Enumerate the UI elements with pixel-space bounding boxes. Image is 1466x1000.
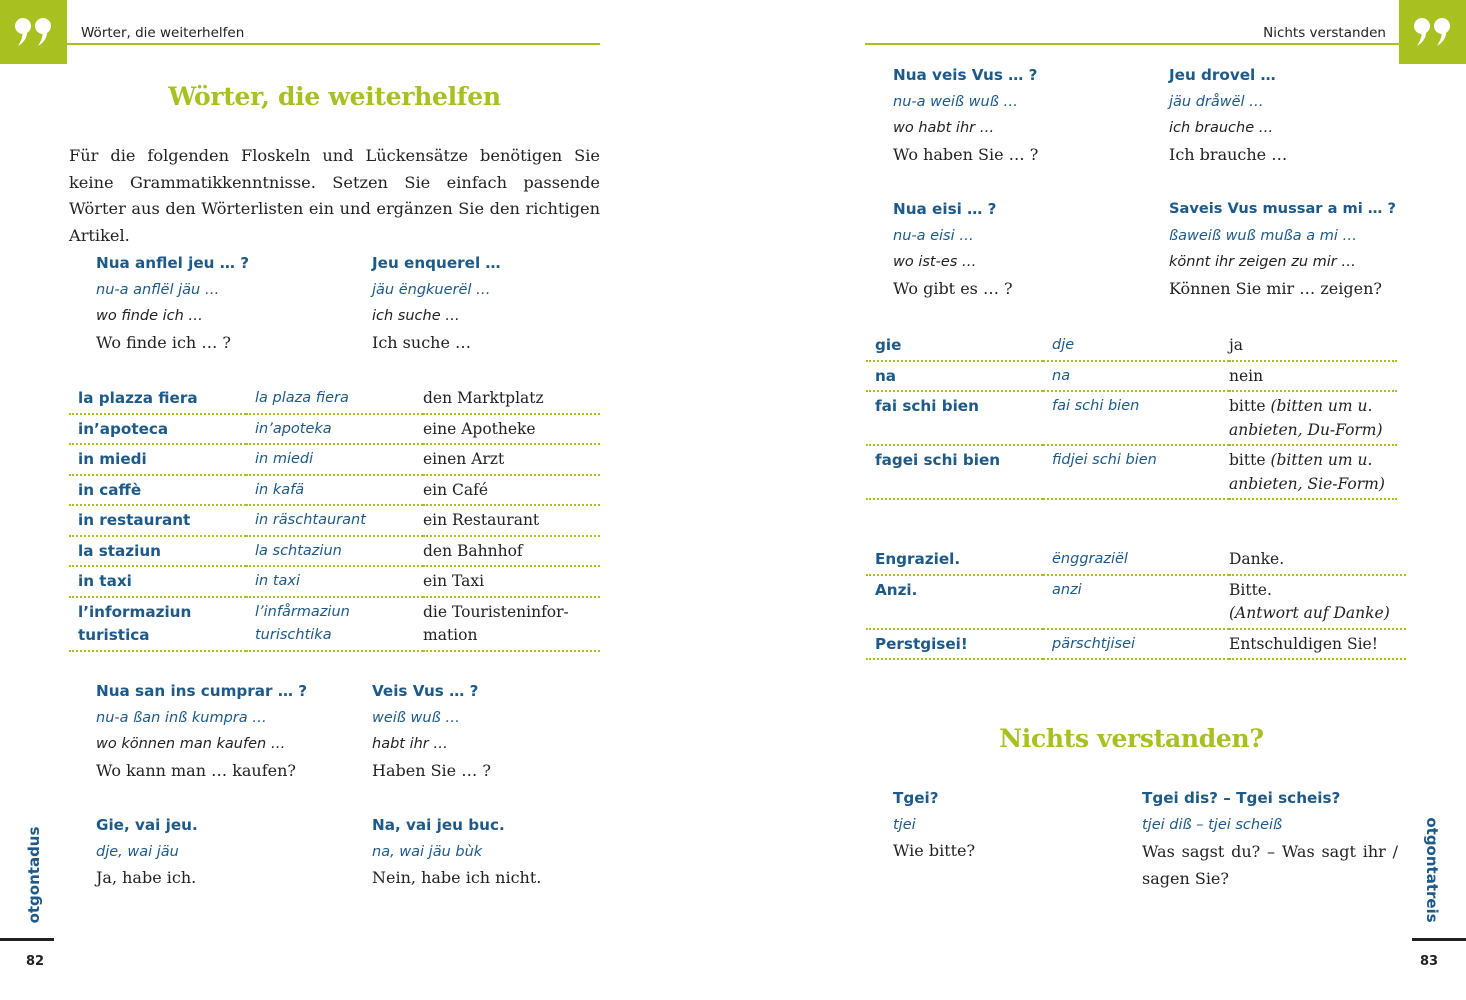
vocab-german-text: Bitte.	[1229, 580, 1272, 599]
vocab-pronunciation: fidjei schi bien	[1043, 445, 1229, 499]
vocab-pronunciation: in kafä	[246, 475, 423, 506]
vocab-german	[1229, 331, 1397, 361]
phrase-romansh: Nua anflel jeu … ?	[96, 254, 250, 272]
vocab-romansh: la plazza fiera	[69, 384, 246, 414]
phrase-pronunciation: nu-a eisi …	[893, 227, 974, 244]
phrase-block	[1169, 196, 1405, 303]
phrase-block	[893, 196, 1163, 303]
vocab-romansh: in caffè	[69, 475, 246, 506]
running-header-right: Nichts verstanden	[1263, 25, 1386, 41]
vocab-romansh: in taxi	[69, 566, 246, 597]
table-row	[69, 505, 600, 536]
quote-icon	[1413, 16, 1453, 48]
table-row	[866, 361, 1397, 392]
phrase-block	[1169, 62, 1405, 169]
vocab-german: ein Taxi	[423, 566, 600, 597]
phrase-romansh: Tgei dis? – Tgei scheis?	[1142, 789, 1341, 807]
vocab-german-text: bitte	[1229, 451, 1266, 469]
phrase-pronunciation: jäu dråwël …	[1169, 93, 1264, 110]
quote-icon	[14, 16, 54, 48]
table-row	[69, 536, 600, 567]
vocab-pronunciation: na	[1043, 361, 1229, 392]
phrase-romansh: Na, vai jeu buc.	[372, 816, 505, 834]
phrase-pronunciation: weiß wuß …	[372, 709, 460, 726]
vocab-pronunciation: dje	[1043, 331, 1229, 361]
phrase-german: Haben Sie … ?	[372, 761, 491, 781]
phrase-literal: könnt ihr zeigen zu mir …	[1169, 254, 1356, 271]
phrase-block	[1142, 785, 1398, 892]
vocab-romansh: fai schi bien	[866, 391, 1043, 445]
phrase-block	[893, 62, 1163, 169]
page-title-right: Nichts verstanden?	[999, 724, 1264, 753]
vocab-table-right-2	[866, 545, 1406, 660]
phrase-romansh: Nua eisi … ?	[893, 200, 997, 218]
vocab-german-text: Entschuldigen Sie!	[1229, 634, 1378, 653]
vocab-romansh: in restaurant	[69, 505, 246, 536]
vocab-german: den Bahnhof	[423, 536, 600, 567]
table-row	[69, 384, 600, 414]
header-rule-right	[865, 43, 1399, 45]
vocab-german: den Marktplatz	[423, 384, 600, 414]
vocab-german: ein Café	[423, 475, 600, 506]
vocab-romansh: l’informaziun turistica	[69, 597, 246, 651]
table-row	[866, 331, 1397, 361]
header-rule-left	[67, 43, 600, 45]
vocab-pronunciation: in räschtaurant	[246, 505, 423, 536]
vocab-german-text: Danke.	[1229, 550, 1285, 568]
phrase-block	[893, 785, 1123, 865]
phrase-pronunciation: nu-a anflël jäu …	[96, 281, 220, 298]
table-row	[866, 391, 1397, 445]
phrase-block	[372, 678, 642, 785]
phrase-literal: habt ihr …	[372, 736, 448, 753]
vocab-pronunciation: la plaza fiera	[246, 384, 423, 414]
vocab-romansh: in miedi	[69, 444, 246, 475]
phrase-german: Können Sie mir … zeigen?	[1169, 279, 1382, 299]
phrase-romansh: Nua veis Vus … ?	[893, 66, 1038, 84]
vocab-pronunciation: in miedi	[246, 444, 423, 475]
phrase-pronunciation: na, wai jäu bùk	[372, 843, 483, 860]
phrase-literal: wo finde ich …	[96, 308, 203, 325]
vocab-german	[1229, 629, 1406, 660]
phrase-literal: wo habt ihr …	[893, 120, 995, 137]
vocab-german-text: bitte	[1229, 397, 1266, 415]
vocab-note: (bitten um u. anbieten, Sie-Form)	[1229, 451, 1385, 493]
vocab-romansh: na	[866, 361, 1043, 392]
vocab-note: (Antwort auf Danke)	[1229, 604, 1390, 622]
table-row	[866, 575, 1406, 629]
running-header-left: Wörter, die weiterhelfen	[81, 25, 245, 41]
phrase-pronunciation: dje, wai jäu	[96, 843, 179, 860]
phrase-romansh: Jeu enquerel …	[372, 254, 501, 272]
vocab-german: ein Restaurant	[423, 505, 600, 536]
vocab-pronunciation: la schtaziun	[246, 536, 423, 567]
quote-badge-left	[0, 0, 67, 64]
table-row	[69, 597, 600, 651]
table-row	[69, 566, 600, 597]
table-row	[866, 629, 1406, 660]
phrase-block	[96, 678, 366, 785]
page-number-left: 82	[26, 954, 45, 969]
vocab-german	[1229, 361, 1397, 392]
side-label-left: otgontadus	[25, 826, 43, 924]
vocab-pronunciation: fai schi bien	[1043, 391, 1229, 445]
phrase-german: Ich suche …	[372, 333, 472, 353]
intro-paragraph: Für die folgenden Floskeln und Lückensätze benötigen Sie keine Grammatikkenntnisse. Setzen Sie einfach passende Wörter aus den Wörterlisten ein und ergänzen Sie den richtigen Artikel.	[69, 146, 600, 245]
phrase-german: Wo kann man … kaufen?	[96, 761, 297, 781]
phrase-german: Ich brauche …	[1169, 145, 1288, 165]
page-number-rule-left	[0, 938, 54, 941]
phrase-german: Wo gibt es … ?	[893, 279, 1013, 299]
page-number-right: 83	[1420, 954, 1439, 969]
phrase-romansh: Gie, vai jeu.	[96, 816, 198, 834]
phrase-romansh: Jeu drovel …	[1169, 66, 1276, 84]
vocab-romansh: gie	[866, 331, 1043, 361]
phrase-block	[372, 250, 642, 357]
vocab-note: (bitten um u. anbieten, Du-Form)	[1229, 397, 1383, 439]
phrase-block	[96, 250, 366, 357]
phrase-german: Wo haben Sie … ?	[893, 145, 1039, 165]
page-number-rule-right	[1412, 938, 1466, 941]
phrase-literal: wo können man kaufen …	[96, 736, 286, 753]
vocab-german	[1229, 391, 1397, 445]
table-row	[69, 475, 600, 506]
vocab-romansh: Anzi.	[866, 575, 1043, 629]
phrase-german: Ja, habe ich.	[96, 868, 197, 888]
vocab-romansh: in’apoteca	[69, 414, 246, 445]
vocab-romansh: Engraziel.	[866, 545, 1043, 575]
vocab-romansh: fagei schi bien	[866, 445, 1043, 499]
vocab-german	[1229, 545, 1406, 575]
table-row	[69, 444, 600, 475]
phrase-pronunciation: tjei diß – tjei scheiß	[1142, 816, 1283, 833]
vocab-pronunciation: in’apoteka	[246, 414, 423, 445]
vocab-pronunciation: ënggraziël	[1043, 545, 1229, 575]
vocab-german-text: ja	[1229, 336, 1244, 354]
vocab-german: die Touristeninfor-mation	[423, 597, 600, 651]
phrase-block	[372, 812, 642, 892]
phrase-romansh: Nua san ins cumprar … ?	[96, 682, 308, 700]
phrase-pronunciation: nu-a weiß wuß …	[893, 93, 1018, 110]
phrase-romansh: Tgei?	[893, 789, 939, 807]
vocab-pronunciation: in taxi	[246, 566, 423, 597]
phrase-pronunciation: jäu ëngkuerël …	[372, 281, 491, 298]
vocab-german: einen Arzt	[423, 444, 600, 475]
side-label-right: otgontatreis	[1423, 817, 1441, 923]
vocab-pronunciation: pärschtjisei	[1043, 629, 1229, 660]
quote-badge-right	[1399, 0, 1466, 64]
vocab-german-text: nein	[1229, 366, 1264, 385]
phrase-block	[96, 812, 366, 892]
table-row	[866, 445, 1397, 499]
phrase-german: Wie bitte?	[893, 841, 976, 861]
phrase-pronunciation: nu-a ßan inß kumpra …	[96, 709, 267, 726]
phrase-romansh: Veis Vus … ?	[372, 682, 479, 700]
vocab-table-right-1	[866, 331, 1397, 500]
phrase-romansh: Saveis Vus mussar a mi … ?	[1169, 200, 1396, 217]
phrase-literal: wo ist-es …	[893, 254, 977, 271]
phrase-literal: ich suche …	[372, 308, 460, 325]
vocab-german: eine Apotheke	[423, 414, 600, 445]
vocab-pronunciation: anzi	[1043, 575, 1229, 629]
vocab-german	[1229, 575, 1406, 629]
table-row	[69, 414, 600, 445]
phrase-pronunciation: ßaweiß wuß mußa a mi …	[1169, 227, 1358, 244]
vocab-romansh: la staziun	[69, 536, 246, 567]
table-row	[866, 545, 1406, 575]
vocab-german	[1229, 445, 1397, 499]
page-title-left: Wörter, die weiterhelfen	[168, 82, 501, 111]
phrase-literal: ich brauche …	[1169, 120, 1274, 137]
vocab-romansh: Perstgisei!	[866, 629, 1043, 660]
phrase-pronunciation: tjei	[893, 816, 916, 833]
vocab-pronunciation: l’infårmaziun turischtika	[246, 597, 423, 651]
phrase-german: Wo finde ich … ?	[96, 333, 231, 353]
phrase-german: Was sagst du? – Was sagt ihr / sagen Sie?	[1142, 842, 1398, 889]
phrase-german: Nein, habe ich nicht.	[372, 868, 542, 888]
vocab-table-left	[69, 384, 600, 652]
